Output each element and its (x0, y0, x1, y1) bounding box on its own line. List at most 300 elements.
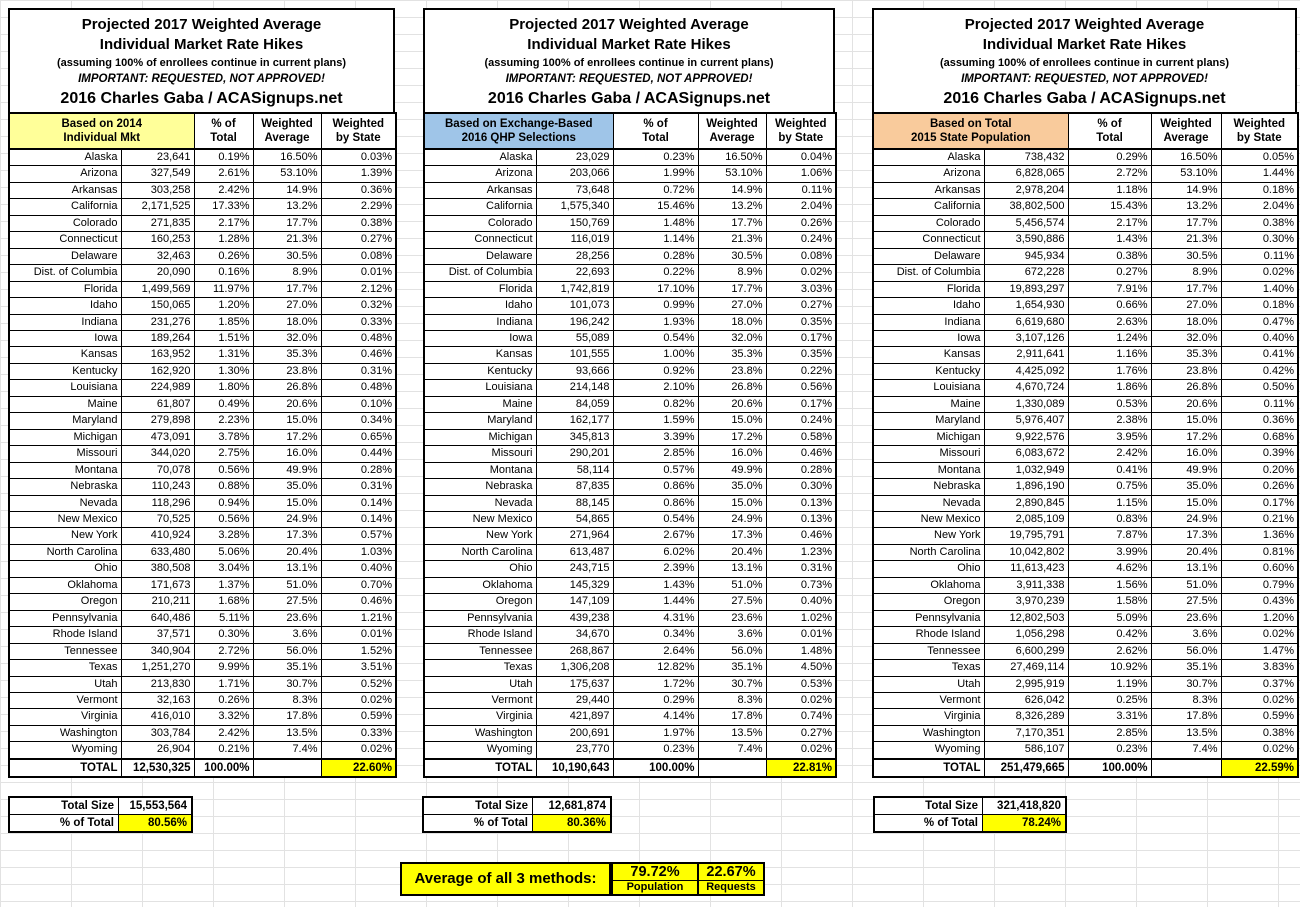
weighted-average-cell[interactable]: 14.9% (698, 182, 766, 198)
value-cell[interactable]: 2,085,109 (984, 511, 1068, 527)
pct-of-total-cell[interactable]: 1.19% (1068, 676, 1151, 692)
state-cell[interactable]: Arizona (873, 166, 984, 182)
value-cell[interactable]: 2,978,204 (984, 182, 1068, 198)
value-cell[interactable]: 738,432 (984, 149, 1068, 166)
pct-of-total-cell[interactable]: 0.82% (613, 396, 698, 412)
weighted-average-cell[interactable]: 13.1% (698, 561, 766, 577)
value-cell[interactable]: 32,463 (121, 248, 194, 264)
weighted-by-state-cell[interactable]: 0.02% (1221, 742, 1298, 759)
value-cell[interactable]: 11,613,423 (984, 561, 1068, 577)
pct-of-total-cell[interactable]: 2.63% (1068, 314, 1151, 330)
state-cell[interactable]: Washington (873, 725, 984, 741)
weighted-by-state-cell[interactable]: 0.24% (766, 413, 836, 429)
pct-of-total-cell[interactable]: 3.04% (194, 561, 253, 577)
weighted-by-state-cell[interactable]: 0.38% (1221, 215, 1298, 231)
state-cell[interactable]: Nevada (424, 495, 536, 511)
weighted-by-state-cell[interactable]: 0.36% (1221, 413, 1298, 429)
weighted-by-state-cell[interactable]: 0.34% (321, 413, 396, 429)
state-cell[interactable]: Arizona (424, 166, 536, 182)
weighted-by-state-cell[interactable]: 0.17% (766, 396, 836, 412)
pct-of-total-cell[interactable]: 0.56% (194, 462, 253, 478)
table-title-block[interactable] (8, 8, 395, 114)
weighted-average-cell[interactable]: 16.0% (1151, 446, 1221, 462)
pct-of-total-cell[interactable]: 0.23% (613, 149, 698, 166)
state-cell[interactable]: Oklahoma (9, 577, 121, 593)
weighted-by-state-cell[interactable]: 0.70% (321, 577, 396, 593)
weighted-by-state-cell[interactable]: 0.57% (321, 528, 396, 544)
value-cell[interactable]: 196,242 (536, 314, 613, 330)
value-cell[interactable]: 279,898 (121, 413, 194, 429)
pct-of-total-cell[interactable]: 2.42% (194, 182, 253, 198)
pct-of-total-cell[interactable]: 0.29% (1068, 149, 1151, 166)
weighted-average-cell[interactable]: 23.6% (698, 610, 766, 626)
value-cell[interactable]: 1,896,190 (984, 479, 1068, 495)
state-cell[interactable]: Connecticut (424, 232, 536, 248)
weighted-by-state-cell[interactable]: 0.33% (321, 314, 396, 330)
pct-of-total-label[interactable]: % of Total (59, 817, 114, 829)
value-cell[interactable]: 162,177 (536, 413, 613, 429)
pct-of-total-cell[interactable]: 0.27% (1068, 265, 1151, 281)
weighted-average-header[interactable]: Weighted Average (698, 113, 766, 149)
value-cell[interactable]: 10,042,802 (984, 544, 1068, 560)
state-cell[interactable]: Arkansas (424, 182, 536, 198)
weighted-average-cell[interactable]: 27.0% (253, 298, 321, 314)
weighted-average-cell[interactable]: 15.0% (1151, 413, 1221, 429)
pct-of-total-label[interactable]: % of Total (473, 817, 528, 829)
source-header-cell[interactable] (9, 113, 194, 149)
pct-of-total-cell[interactable]: 1.16% (1068, 347, 1151, 363)
weighted-by-state-cell[interactable]: 0.20% (1221, 462, 1298, 478)
state-cell[interactable]: Missouri (424, 446, 536, 462)
weighted-by-state-cell[interactable]: 0.46% (766, 528, 836, 544)
pct-of-total-cell[interactable]: 0.75% (1068, 479, 1151, 495)
value-cell[interactable]: 243,715 (536, 561, 613, 577)
pct-of-total-cell[interactable]: 1.72% (613, 676, 698, 692)
weighted-by-state-cell[interactable]: 0.13% (766, 511, 836, 527)
value-cell[interactable]: 672,228 (984, 265, 1068, 281)
pct-of-total-cell[interactable]: 0.21% (194, 742, 253, 759)
state-cell[interactable]: Iowa (424, 330, 536, 346)
pct-of-total-cell[interactable]: 0.99% (613, 298, 698, 314)
total-size-label[interactable]: Total Size (475, 800, 528, 812)
weighted-average-cell[interactable]: 20.6% (1151, 396, 1221, 412)
average-population-cell[interactable] (611, 862, 699, 896)
weighted-by-state-cell[interactable]: 0.08% (321, 248, 396, 264)
pct-of-total-cell[interactable]: 1.58% (1068, 594, 1151, 610)
state-cell[interactable]: Florida (424, 281, 536, 297)
weighted-by-state-cell[interactable]: 0.27% (766, 298, 836, 314)
weighted-average-cell[interactable]: 15.0% (253, 495, 321, 511)
weighted-average-cell[interactable]: 17.3% (253, 528, 321, 544)
pct-of-total-cell[interactable]: 2.61% (194, 166, 253, 182)
value-cell[interactable]: 213,830 (121, 676, 194, 692)
state-cell[interactable]: Nevada (873, 495, 984, 511)
weighted-by-state-cell[interactable]: 0.26% (766, 215, 836, 231)
weighted-average-cell[interactable]: 56.0% (1151, 643, 1221, 659)
weighted-average-cell[interactable]: 17.7% (698, 281, 766, 297)
weighted-by-state-cell[interactable]: 0.21% (1221, 511, 1298, 527)
value-cell[interactable]: 145,329 (536, 577, 613, 593)
state-cell[interactable]: New York (9, 528, 121, 544)
pct-of-total-cell[interactable]: 6.02% (613, 544, 698, 560)
state-cell[interactable]: Florida (873, 281, 984, 297)
pct-of-total-cell[interactable]: 1.71% (194, 676, 253, 692)
weighted-average-cell[interactable]: 3.6% (1151, 627, 1221, 643)
value-cell[interactable]: 61,807 (121, 396, 194, 412)
pct-of-total-cell[interactable]: 0.23% (1068, 742, 1151, 759)
weighted-average-cell[interactable]: 13.5% (1151, 725, 1221, 741)
weighted-average-cell[interactable]: 23.8% (253, 363, 321, 379)
weighted-by-state-cell[interactable]: 0.14% (321, 511, 396, 527)
state-cell[interactable]: Pennsylvania (873, 610, 984, 626)
weighted-by-state-cell[interactable]: 0.24% (766, 232, 836, 248)
weighted-average-cell[interactable]: 27.5% (253, 594, 321, 610)
weighted-by-state-cell[interactable]: 1.02% (766, 610, 836, 626)
weighted-by-state-cell[interactable]: 0.04% (766, 149, 836, 166)
weighted-average-cell[interactable]: 16.0% (253, 446, 321, 462)
pct-of-total-cell[interactable]: 3.31% (1068, 709, 1151, 725)
pct-of-total-value[interactable]: 78.24% (982, 815, 1065, 831)
weighted-by-state-cell[interactable]: 0.74% (766, 709, 836, 725)
pct-of-total-cell[interactable]: 5.09% (1068, 610, 1151, 626)
total-size-value[interactable]: 15,553,564 (118, 798, 191, 814)
state-cell[interactable]: Delaware (9, 248, 121, 264)
value-cell[interactable]: 231,276 (121, 314, 194, 330)
state-cell[interactable]: Dist. of Columbia (424, 265, 536, 281)
value-cell[interactable]: 171,673 (121, 577, 194, 593)
pct-of-total-cell[interactable]: 0.23% (613, 742, 698, 759)
weighted-average-cell[interactable]: 35.1% (1151, 660, 1221, 676)
weighted-by-state-cell[interactable]: 0.31% (766, 561, 836, 577)
weighted-average-cell[interactable]: 56.0% (253, 643, 321, 659)
weighted-average-cell[interactable]: 15.0% (698, 413, 766, 429)
weighted-average-cell[interactable]: 24.9% (1151, 511, 1221, 527)
pct-of-total-cell[interactable]: 0.16% (194, 265, 253, 281)
pct-of-total-cell[interactable]: 1.85% (194, 314, 253, 330)
weighted-average-cell[interactable]: 51.0% (1151, 577, 1221, 593)
state-cell[interactable]: Maine (424, 396, 536, 412)
weighted-average-cell[interactable]: 15.0% (698, 495, 766, 511)
state-cell[interactable]: Rhode Island (424, 627, 536, 643)
weighted-by-state-cell[interactable]: 0.40% (766, 594, 836, 610)
state-cell[interactable]: Tennessee (424, 643, 536, 659)
pct-of-total-cell[interactable]: 3.78% (194, 429, 253, 445)
weighted-average-cell[interactable]: 17.2% (253, 429, 321, 445)
pct-of-total-cell[interactable]: 0.41% (1068, 462, 1151, 478)
pct-of-total-cell[interactable]: 0.56% (194, 511, 253, 527)
value-cell[interactable]: 210,211 (121, 594, 194, 610)
pct-of-total-cell[interactable]: 17.10% (613, 281, 698, 297)
value-cell[interactable]: 162,920 (121, 363, 194, 379)
state-cell[interactable]: Indiana (9, 314, 121, 330)
weighted-by-state-cell[interactable]: 2.12% (321, 281, 396, 297)
pct-of-total-cell[interactable]: 2.72% (194, 643, 253, 659)
value-cell[interactable]: 6,619,680 (984, 314, 1068, 330)
value-cell[interactable]: 1,575,340 (536, 199, 613, 215)
weighted-by-state-cell[interactable]: 0.05% (1221, 149, 1298, 166)
weighted-by-state-cell[interactable]: 0.48% (321, 380, 396, 396)
pct-of-total-cell[interactable]: 1.43% (1068, 232, 1151, 248)
state-cell[interactable]: Virginia (873, 709, 984, 725)
value-cell[interactable]: 410,924 (121, 528, 194, 544)
weighted-average-cell[interactable]: 27.5% (1151, 594, 1221, 610)
pct-of-total-cell[interactable]: 1.93% (613, 314, 698, 330)
pct-of-total-cell[interactable]: 1.43% (613, 577, 698, 593)
pct-of-total-cell[interactable]: 4.31% (613, 610, 698, 626)
state-cell[interactable]: Utah (873, 676, 984, 692)
weighted-by-state-cell[interactable]: 1.23% (766, 544, 836, 560)
weighted-average-cell[interactable]: 17.7% (253, 215, 321, 231)
weighted-by-state-cell[interactable]: 0.40% (321, 561, 396, 577)
state-cell[interactable]: Vermont (9, 692, 121, 708)
pct-of-total-cell[interactable]: 10.92% (1068, 660, 1151, 676)
value-cell[interactable]: 271,964 (536, 528, 613, 544)
state-cell[interactable]: Ohio (873, 561, 984, 577)
weighted-by-state-cell[interactable]: 0.26% (1221, 479, 1298, 495)
pct-of-total-cell[interactable]: 0.88% (194, 479, 253, 495)
pct-of-total-cell[interactable]: 0.26% (194, 692, 253, 708)
weighted-average-cell[interactable]: 17.7% (1151, 281, 1221, 297)
pct-of-total-cell[interactable]: 1.14% (613, 232, 698, 248)
weighted-by-state-cell[interactable]: 0.01% (321, 627, 396, 643)
pct-of-total-cell[interactable]: 7.91% (1068, 281, 1151, 297)
weighted-average-cell[interactable]: 15.0% (1151, 495, 1221, 511)
state-cell[interactable]: Maryland (424, 413, 536, 429)
value-cell[interactable]: 9,922,576 (984, 429, 1068, 445)
state-cell[interactable]: Louisiana (424, 380, 536, 396)
value-cell[interactable]: 175,637 (536, 676, 613, 692)
weighted-by-state-cell[interactable]: 0.58% (766, 429, 836, 445)
state-cell[interactable]: Connecticut (873, 232, 984, 248)
pct-of-total-cell[interactable]: 7.87% (1068, 528, 1151, 544)
weighted-average-cell[interactable]: 20.6% (698, 396, 766, 412)
state-cell[interactable]: Maine (9, 396, 121, 412)
value-cell[interactable]: 214,148 (536, 380, 613, 396)
pct-of-total-cell[interactable]: 2.23% (194, 413, 253, 429)
pct-of-total-cell[interactable]: 0.25% (1068, 692, 1151, 708)
total-pct-cell[interactable]: 100.00% (1068, 759, 1151, 777)
weighted-average-cell[interactable]: 8.3% (1151, 692, 1221, 708)
state-cell[interactable]: North Carolina (424, 544, 536, 560)
value-cell[interactable]: 8,326,289 (984, 709, 1068, 725)
pct-of-total-cell[interactable]: 3.99% (1068, 544, 1151, 560)
weighted-by-state-cell[interactable]: 0.53% (766, 676, 836, 692)
weighted-by-state-cell[interactable]: 0.48% (321, 330, 396, 346)
state-cell[interactable]: Colorado (9, 215, 121, 231)
pct-of-total-cell[interactable]: 1.28% (194, 232, 253, 248)
value-cell[interactable]: 160,253 (121, 232, 194, 248)
value-cell[interactable]: 327,549 (121, 166, 194, 182)
state-cell[interactable]: Texas (9, 660, 121, 676)
state-cell[interactable]: Indiana (873, 314, 984, 330)
state-cell[interactable]: Arkansas (873, 182, 984, 198)
weighted-by-state-cell[interactable]: 0.39% (1221, 446, 1298, 462)
weighted-average-cell[interactable]: 35.0% (1151, 479, 1221, 495)
state-cell[interactable]: Michigan (424, 429, 536, 445)
value-cell[interactable]: 19,893,297 (984, 281, 1068, 297)
value-cell[interactable]: 421,897 (536, 709, 613, 725)
total-size-label[interactable]: Total Size (61, 800, 114, 812)
state-cell[interactable]: North Carolina (873, 544, 984, 560)
weighted-by-state-cell[interactable]: 1.03% (321, 544, 396, 560)
value-cell[interactable]: 189,264 (121, 330, 194, 346)
pct-of-total-cell[interactable]: 2.72% (1068, 166, 1151, 182)
state-cell[interactable]: Dist. of Columbia (873, 265, 984, 281)
weighted-average-cell[interactable]: 18.0% (698, 314, 766, 330)
pct-of-total-cell[interactable]: 0.34% (613, 627, 698, 643)
weighted-average-cell[interactable]: 17.7% (253, 281, 321, 297)
value-cell[interactable]: 12,802,503 (984, 610, 1068, 626)
value-cell[interactable]: 23,029 (536, 149, 613, 166)
value-cell[interactable]: 26,904 (121, 742, 194, 759)
weighted-average-cell[interactable]: 17.8% (698, 709, 766, 725)
pct-of-total-cell[interactable]: 1.20% (194, 298, 253, 314)
pct-of-total-value[interactable]: 80.36% (532, 815, 610, 831)
weighted-by-state-cell[interactable]: 0.14% (321, 495, 396, 511)
weighted-average-cell[interactable]: 16.50% (1151, 149, 1221, 166)
state-cell[interactable]: Iowa (9, 330, 121, 346)
value-cell[interactable]: 5,456,574 (984, 215, 1068, 231)
weighted-average-cell[interactable]: 17.7% (1151, 215, 1221, 231)
value-cell[interactable]: 27,469,114 (984, 660, 1068, 676)
value-cell[interactable]: 2,911,641 (984, 347, 1068, 363)
state-cell[interactable]: Michigan (9, 429, 121, 445)
weighted-average-cell[interactable]: 16.50% (698, 149, 766, 166)
pct-of-total-cell[interactable]: 0.54% (613, 330, 698, 346)
weighted-average-cell[interactable]: 23.6% (1151, 610, 1221, 626)
value-cell[interactable]: 58,114 (536, 462, 613, 478)
weighted-by-state-cell[interactable]: 1.39% (321, 166, 396, 182)
pct-of-total-cell[interactable]: 1.37% (194, 577, 253, 593)
value-cell[interactable]: 2,995,919 (984, 676, 1068, 692)
value-cell[interactable]: 945,934 (984, 248, 1068, 264)
source-header-cell[interactable] (873, 113, 1068, 149)
weighted-by-state-cell[interactable]: 0.46% (321, 594, 396, 610)
value-cell[interactable]: 3,911,338 (984, 577, 1068, 593)
state-cell[interactable]: Alaska (873, 149, 984, 166)
weighted-average-cell[interactable]: 20.4% (253, 544, 321, 560)
weighted-average-cell[interactable]: 13.1% (253, 561, 321, 577)
weighted-average-cell[interactable]: 35.0% (253, 479, 321, 495)
weighted-average-cell[interactable]: 7.4% (698, 742, 766, 759)
weighted-by-state-cell[interactable]: 0.43% (1221, 594, 1298, 610)
weighted-average-cell[interactable]: 30.7% (1151, 676, 1221, 692)
weighted-average-cell[interactable]: 16.0% (698, 446, 766, 462)
weighted-average-cell[interactable]: 26.8% (1151, 380, 1221, 396)
state-cell[interactable]: Idaho (9, 298, 121, 314)
pct-of-total-cell[interactable]: 2.42% (194, 725, 253, 741)
state-cell[interactable]: Kansas (424, 347, 536, 363)
value-cell[interactable]: 1,330,089 (984, 396, 1068, 412)
weighted-by-state-cell[interactable]: 0.56% (766, 380, 836, 396)
state-cell[interactable]: Florida (9, 281, 121, 297)
value-cell[interactable]: 32,163 (121, 692, 194, 708)
value-cell[interactable]: 70,078 (121, 462, 194, 478)
weighted-average-cell[interactable]: 30.5% (253, 248, 321, 264)
pct-of-total-cell[interactable]: 0.83% (1068, 511, 1151, 527)
pct-of-total-cell[interactable]: 2.10% (613, 380, 698, 396)
value-cell[interactable]: 613,487 (536, 544, 613, 560)
value-cell[interactable]: 22,693 (536, 265, 613, 281)
weighted-by-state-cell[interactable]: 0.79% (1221, 577, 1298, 593)
state-cell[interactable]: Kentucky (9, 363, 121, 379)
weighted-by-state-cell[interactable]: 1.20% (1221, 610, 1298, 626)
state-cell[interactable]: Oklahoma (873, 577, 984, 593)
pct-of-total-cell[interactable]: 0.57% (613, 462, 698, 478)
total-blank-cell[interactable] (253, 759, 321, 777)
value-cell[interactable]: 6,083,672 (984, 446, 1068, 462)
pct-of-total-cell[interactable]: 2.17% (1068, 215, 1151, 231)
state-cell[interactable]: Vermont (424, 692, 536, 708)
value-cell[interactable]: 303,784 (121, 725, 194, 741)
weighted-average-cell[interactable]: 53.10% (698, 166, 766, 182)
weighted-by-state-cell[interactable]: 0.18% (1221, 298, 1298, 314)
pct-of-total-cell[interactable]: 0.86% (613, 495, 698, 511)
state-cell[interactable]: Missouri (873, 446, 984, 462)
pct-of-total-cell[interactable]: 2.75% (194, 446, 253, 462)
weighted-average-cell[interactable]: 17.2% (1151, 429, 1221, 445)
state-cell[interactable]: Iowa (873, 330, 984, 346)
pct-of-total-cell[interactable]: 3.39% (613, 429, 698, 445)
weighted-by-state-cell[interactable]: 1.52% (321, 643, 396, 659)
pct-of-total-cell[interactable]: 1.68% (194, 594, 253, 610)
weighted-by-state-cell[interactable]: 0.44% (321, 446, 396, 462)
weighted-average-cell[interactable]: 17.3% (698, 528, 766, 544)
state-cell[interactable]: Oregon (9, 594, 121, 610)
weighted-average-cell[interactable]: 27.5% (698, 594, 766, 610)
state-cell[interactable]: Ohio (424, 561, 536, 577)
value-cell[interactable]: 93,666 (536, 363, 613, 379)
value-cell[interactable]: 439,238 (536, 610, 613, 626)
state-cell[interactable]: Nevada (9, 495, 121, 511)
pct-of-total-cell[interactable]: 0.54% (613, 511, 698, 527)
pct-of-total-cell[interactable]: 1.97% (613, 725, 698, 741)
weighted-average-cell[interactable]: 27.0% (698, 298, 766, 314)
value-cell[interactable]: 268,867 (536, 643, 613, 659)
weighted-by-state-cell[interactable]: 4.50% (766, 660, 836, 676)
value-cell[interactable]: 110,243 (121, 479, 194, 495)
weighted-by-state-cell[interactable]: 0.37% (1221, 676, 1298, 692)
weighted-average-cell[interactable]: 17.8% (1151, 709, 1221, 725)
pct-of-total-cell[interactable]: 1.18% (1068, 182, 1151, 198)
weighted-average-cell[interactable]: 35.3% (1151, 347, 1221, 363)
weighted-average-cell[interactable]: 15.0% (253, 413, 321, 429)
weighted-average-cell[interactable]: 30.7% (253, 676, 321, 692)
weighted-by-state-cell[interactable]: 0.31% (321, 479, 396, 495)
weighted-average-cell[interactable]: 13.5% (698, 725, 766, 741)
value-cell[interactable]: 6,600,299 (984, 643, 1068, 659)
value-cell[interactable]: 87,835 (536, 479, 613, 495)
state-cell[interactable]: Vermont (873, 692, 984, 708)
pct-of-total-cell[interactable]: 1.51% (194, 330, 253, 346)
state-cell[interactable]: Idaho (424, 298, 536, 314)
value-cell[interactable]: 54,865 (536, 511, 613, 527)
value-cell[interactable]: 271,835 (121, 215, 194, 231)
total-value-cell[interactable]: 12,530,325 (121, 759, 194, 777)
weighted-average-cell[interactable]: 3.6% (253, 627, 321, 643)
weighted-by-state-cell[interactable]: 0.28% (766, 462, 836, 478)
value-cell[interactable]: 3,107,126 (984, 330, 1068, 346)
weighted-by-state-header[interactable]: Weighted by State (766, 113, 836, 149)
table-title-block[interactable] (872, 8, 1297, 114)
state-cell[interactable]: Montana (9, 462, 121, 478)
value-cell[interactable]: 147,109 (536, 594, 613, 610)
weighted-average-cell[interactable]: 8.3% (698, 692, 766, 708)
value-cell[interactable]: 586,107 (984, 742, 1068, 759)
weighted-by-state-cell[interactable]: 0.68% (1221, 429, 1298, 445)
value-cell[interactable]: 37,571 (121, 627, 194, 643)
weighted-by-state-cell[interactable]: 1.48% (766, 643, 836, 659)
